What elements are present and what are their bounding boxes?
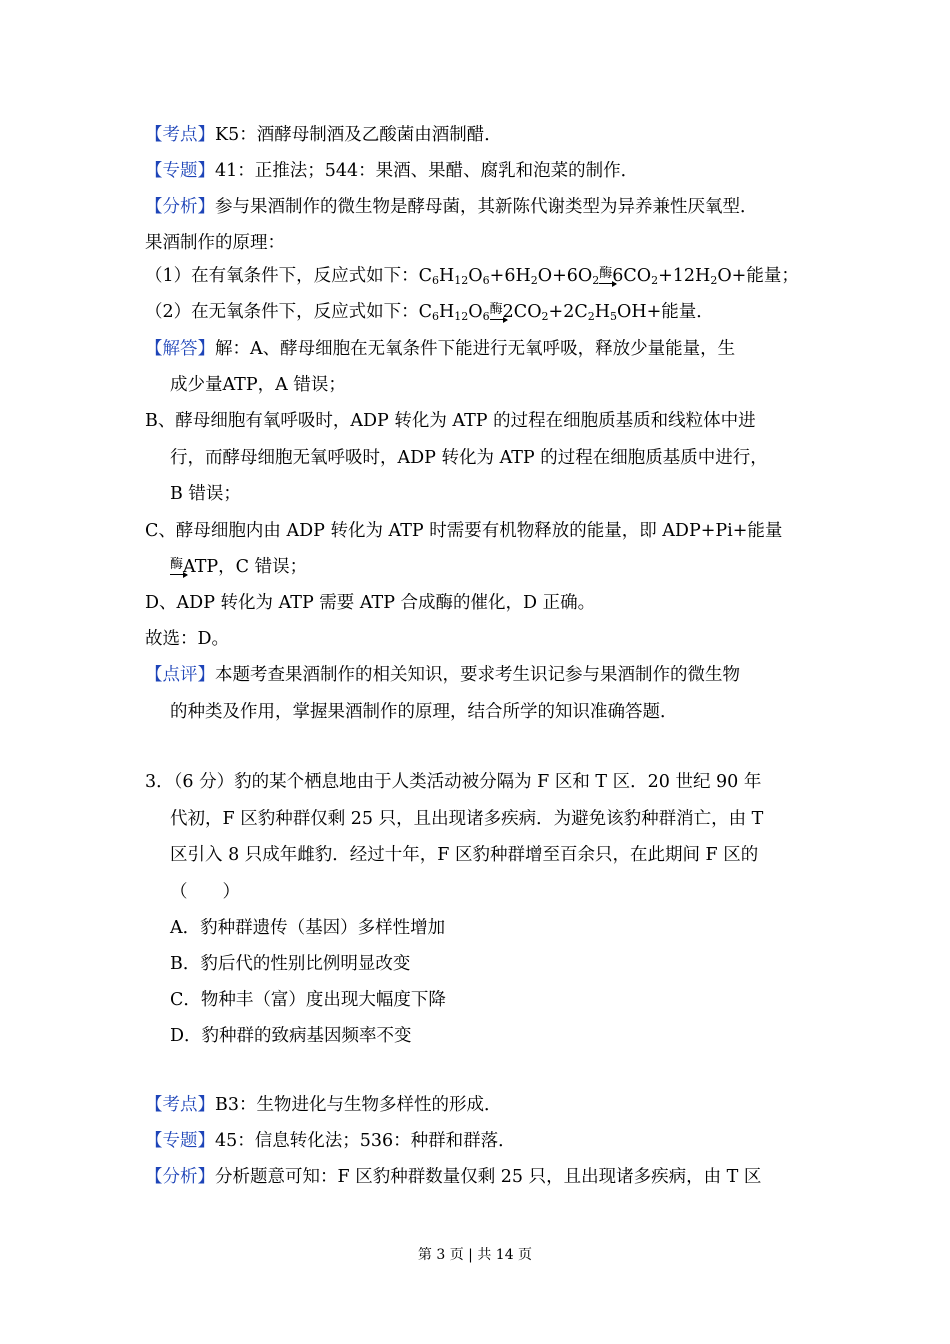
enzyme-arrow: 酶 [489,302,503,317]
question-3-stem-3: 区引入 8 只成年雌豹．经过十年，F 区豹种群增至百余只，在此期间 F 区的 [170,845,759,865]
option-a: A．豹种群遗传（基因）多样性增加 [170,918,446,938]
jieda-tag: 【解答】 [145,339,215,359]
zhuanti-text: 45：信息转化法；536：种群和群落． [215,1131,516,1151]
dianping-tag: 【点评】 [145,665,215,685]
kaodian-text: B3：生物进化与生物多样性的形成． [215,1095,502,1115]
aerobic-equation: （1）在有氧条件下，反应式如下：$C_6H_{12}O_6+6H_2O+6O_2$酶$6CO_2+12H_2O+$能量； [145,266,799,287]
kaodian-text: K5：酒酵母制酒及乙酸菌由酒制醋． [215,125,502,145]
kaodian-line [145,122,502,148]
answer-line: 故选：D。 [145,629,230,649]
zhuanti-line [145,158,638,184]
jieda-line [145,336,735,362]
jieda-line-2: 成少量ATP，A 错误； [170,375,346,395]
question-3-stem: 3．（6 分）豹的某个栖息地由于人类活动被分隔为 F 区和 T 区．20 世纪 90 年 [145,772,762,792]
option-b: B．豹后代的性别比例明显改变 [170,954,411,974]
option-c: C．物种丰（富）度出现大幅度下降 [170,990,446,1010]
fenxi-tag: 【分析】 [145,1167,215,1187]
jieda-text: 解：A、酵母细胞在无氧条件下能进行无氧呼吸，释放少量能量，生 [215,339,736,359]
fenxi-line [145,194,758,220]
zhuanti-tag: 【专题】 [145,161,215,181]
option-d-analysis: D、ADP 转化为 ATP 需要 ATP 合成酶的催化，D 正确。 [145,593,596,613]
page-footer: 第 3 页 | 共 14 页 [417,1247,533,1263]
option-d: D．豹种群的致病基因频率不变 [170,1026,412,1046]
enzyme-arrow: 酶 [170,557,184,572]
fenxi-text: 参与果酒制作的微生物是酵母菌，其新陈代谢类型为异养兼性厌氧型． [215,197,758,217]
dianping-line-2: 的种类及作用，掌握果酒制作的原理，结合所学的知识准确答题． [170,702,678,722]
kaodian-tag: 【考点】 [145,1095,215,1115]
question-3-stem-2: 代初，F 区豹种群仅剩 25 只，且出现诸多疾病．为避免该豹种群消亡，由 T [170,809,764,829]
zhuanti-line-3 [145,1128,516,1154]
enzyme-arrow: 酶 [599,266,613,281]
dianping-text: 本题考查果酒制作的相关知识，要求考生识记参与果酒制作的微生物 [215,665,740,685]
question-3-blank: （ ） [170,882,240,902]
option-b-analysis-2: 行，而酵母细胞无氧呼吸时，ADP 转化为 ATP 的过程在细胞质基质中进行， [170,448,768,468]
anaerobic-equation: （2）在无氧条件下，反应式如下：$C_6H_{12}O_6$酶$2CO_2+2C_2H_5OH+$能量． [145,302,714,323]
fenxi-line-3 [145,1164,761,1190]
zhuanti-text: 41：正推法；544：果酒、果醋、腐乳和泡菜的制作． [215,161,639,181]
option-b-analysis: B、酵母细胞有氧呼吸时，ADP 转化为 ATP 的过程在细胞质基质和线粒体中进 [145,411,756,431]
option-b-analysis-3: B 错误； [170,484,241,504]
kaodian-line-3 [145,1092,502,1118]
zhuanti-tag: 【专题】 [145,1131,215,1151]
fenxi-tag: 【分析】 [145,197,215,217]
dianping-line [145,662,740,688]
option-c-analysis-2: 酶ATP，C 错误； [170,557,308,577]
fenxi-line-2: 果酒制作的原理： [145,233,285,253]
option-c-analysis: C、酵母细胞内由 ADP 转化为 ATP 时需要有机物释放的能量，即 ADP+Pi+能量 [145,521,783,541]
kaodian-tag: 【考点】 [145,125,215,145]
fenxi-text: 分析题意可知：F 区豹种群数量仅剩 25 只，且出现诸多疾病，由 T 区 [215,1167,762,1187]
